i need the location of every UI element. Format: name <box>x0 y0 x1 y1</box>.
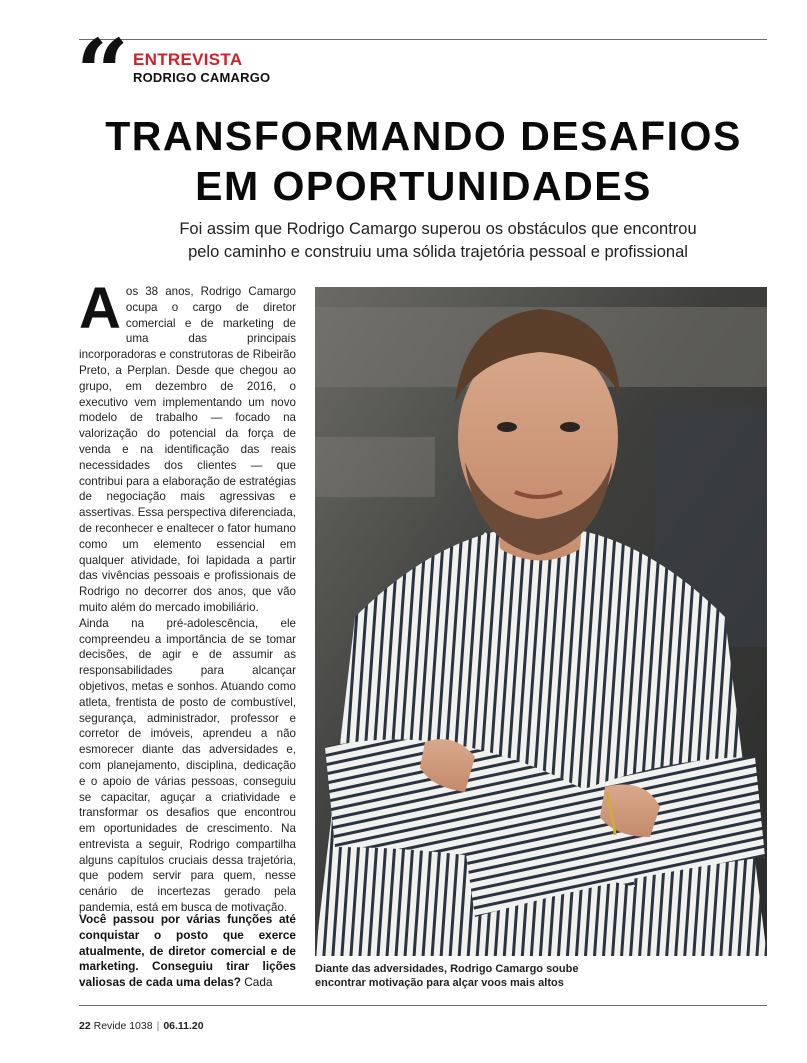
footer-separator: | <box>156 1020 160 1032</box>
quote-mark-icon: “ <box>76 19 123 127</box>
page-number: 22 <box>79 1020 91 1032</box>
headline-line-2: EM OPORTUNIDADES <box>195 163 652 209</box>
top-rule <box>79 39 767 40</box>
interview-answer-start: Cada <box>244 975 273 990</box>
article-paragraph-1 <box>79 276 296 616</box>
subheadline-line-2: pelo caminho e construiu uma sólida trajetória pessoal e profissional <box>188 243 688 261</box>
headline <box>40 111 807 211</box>
section-label: ENTREVISTA <box>133 50 243 69</box>
portrait-photo <box>315 287 767 956</box>
subheadline <box>100 218 776 264</box>
headline-line-1: TRANSFORMANDO DESAFIOS <box>105 113 742 159</box>
issue-date: 06.11.20 <box>163 1020 204 1032</box>
portrait-illustration <box>315 287 767 956</box>
drop-cap: A <box>79 276 121 341</box>
page-footer <box>79 1020 204 1032</box>
paragraph-1-text: os 38 anos, Rodrigo Camargo ocupa o cargo de diretor comercial e de marketing de uma das principais incorporadoras e construtoras de Ribeirão Preto, a Perplan. Desde que chegou ao grupo, em dezembro de 2016, o executivo vem implementando um novo modelo de trabalho — focado na valorização do potencial da força de venda e na identificação das reais necessidades dos clientes — que contribui para a elaboração de estratégias de negociação mais agressivas e assertivas. Essa perspectiva diferenciada, de reconhecer e enaltecer o fator humano como um elemento essencial em qualquer atividade, foi lapidada a partir das vivências pessoais e profissionais de Rodrigo no decorrer dos anos, que vão muito além do mercado imobiliário. <box>79 285 296 614</box>
interview-question-block <box>79 912 296 991</box>
interview-question: Você passou por várias funções até conquistar o posto que exerce atualmente, de diretor comercial e de marketing. Conseguiu tirar lições valiosas de cada uma delas? <box>79 912 296 990</box>
bottom-rule <box>79 1005 767 1006</box>
magazine-issue: Revide 1038 <box>93 1020 153 1032</box>
photo-caption <box>315 962 767 990</box>
caption-line-1: Diante das adversidades, Rodrigo Camargo soube <box>315 963 579 975</box>
caption-line-2: encontrar motivação para alçar voos mais altos <box>315 977 564 989</box>
interviewee-name: RODRIGO CAMARGO <box>133 70 271 85</box>
subheadline-line-1: Foi assim que Rodrigo Camargo superou os obstáculos que encontrou <box>179 220 697 238</box>
article-body <box>79 276 296 916</box>
article-paragraph-2: Ainda na pré-adolescência, ele compreendeu a importância de se tomar decisões, de agir e de assumir as responsabilidades para alcançar objetivos, metas e sonhos. Atuando como atleta, frentista de posto de combustível, segurança, administrador, professor e corretor de imóveis, aprendeu a não esmorecer diante das adversidades e, com planejamento, disciplina, dedicação e o apoio de várias pessoas, conseguiu se capacitar, aguçar a criatividade e transformar os desafios que encontrou em oportunidades de crescimento. Na entrevista a seguir, Rodrigo compartilha alguns capítulos cruciais dessa trajetória, que podem servir para quem, nesse cenário de incertezas gerado pela pandemia, está em busca de motivação. <box>79 616 296 915</box>
